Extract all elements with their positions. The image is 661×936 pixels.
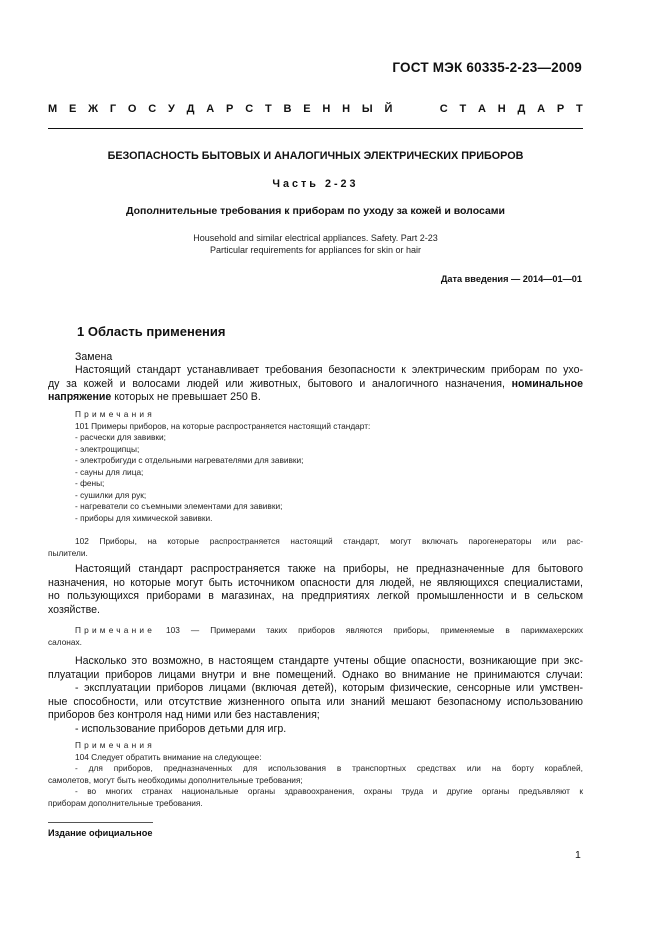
note-item: - нагреватели со съемными элементами для завивки; <box>75 501 283 511</box>
banner-letter: Г <box>109 103 117 115</box>
note-item: - сауны для лица; <box>75 466 144 477</box>
note-label: Примечание <box>75 625 156 635</box>
note-line <box>48 625 583 637</box>
banner-letter: Н <box>342 103 351 115</box>
note-line: - во многих странах национальные органы здравоохранения, охраны труда и другие органы предъявляют к <box>75 786 583 796</box>
banner-letter: В <box>283 103 292 115</box>
official-edition-label: Издание официальное <box>48 828 153 838</box>
banner-letter: Е <box>68 103 77 115</box>
note-line: самолетов, могут быть необходимы дополнительные требования; <box>48 774 303 785</box>
paragraph-lines <box>48 563 583 604</box>
english-title-line-2: Particular requirements for appliances for skin or hair <box>209 245 422 255</box>
banner-letter: Д <box>186 103 195 115</box>
banner-letter: Н <box>497 103 506 115</box>
paragraph-line: плуатации приборов лицами внутри и вне помещений. Однако во внимание не принимаются случаи: <box>48 668 583 681</box>
note-line: - для приборов, предназначенных для использования в транспортных средствах или на борту кораблей, <box>75 763 583 773</box>
notes-101-block <box>75 409 583 524</box>
paragraph-line: Насколько это возможно, в настоящем стандарте учтены общие опасности, возникающие при экс- <box>75 655 583 667</box>
note-item: 101 Примеры приборов, на которые распространяется настоящий стандарт: <box>75 420 371 431</box>
banner-letter <box>404 103 410 115</box>
note-102 <box>48 536 583 559</box>
note-item: - фены; <box>75 478 105 488</box>
note-103 <box>48 625 583 648</box>
english-title <box>48 232 583 256</box>
banner-letter: Н <box>322 103 331 115</box>
banner-letter: А <box>478 103 486 115</box>
banner-letter <box>422 103 428 115</box>
standard-code: ГОСТ МЭК 60335-2-23—2009 <box>392 60 582 75</box>
paragraph-scope <box>48 364 583 405</box>
paragraph-line <box>48 391 583 405</box>
note-item: - расчески для завивки; <box>75 432 166 442</box>
note-line: 104 Следует обратить внимание на следующее: <box>75 751 262 762</box>
banner-letter: Ы <box>361 103 373 115</box>
paragraph-lines <box>48 655 583 709</box>
document-subtitle: Дополнительные требования к приборам по уходу за кожей и волосами <box>126 205 505 217</box>
note-item: - сушилки для рук; <box>75 489 147 500</box>
banner-letter: С <box>148 103 157 115</box>
document-title: БЕЗОПАСНОСТЬ БЫТОВЫХ И АНАЛОГИЧНЫХ ЭЛЕКТРИЧЕСКИХ ПРИБОРОВ <box>107 150 524 162</box>
paragraph-line: приборов без контроля над ними или без наставления; <box>48 709 320 722</box>
banner-letter: М <box>48 103 58 115</box>
paragraph-line: назначения, но которые могут быть источником опасности для людей, не являющихся специалистами, <box>48 576 583 589</box>
note-line: 102 Приборы, на которые распространяется настоящий стандарт, могут включать парогенераторы или рас- <box>75 536 583 546</box>
banner-letter: Т <box>264 103 272 115</box>
banner-letter: С <box>245 103 254 115</box>
note-line: пылители. <box>48 547 88 558</box>
header-rule <box>48 128 583 129</box>
banner-letter: А <box>206 103 215 115</box>
notes-label: Примечания <box>75 409 155 419</box>
note-item: - электрощипцы; <box>75 443 140 454</box>
banner-letter: У <box>168 103 175 115</box>
banner-letter: Т <box>459 103 467 115</box>
paragraph-line: Настоящий стандарт распространяется также на приборы, не предназначенные для бытового <box>75 563 583 575</box>
banner-letter: О <box>127 103 137 115</box>
banner-letter: Ж <box>88 103 99 115</box>
paragraph-text: которых не превышает 250 В. <box>111 391 261 404</box>
paragraph-line <box>48 378 583 392</box>
term-bold: напряжение <box>48 391 112 404</box>
banner-letter: А <box>537 103 546 115</box>
page-number: 1 <box>575 849 581 861</box>
paragraph-line: Настоящий стандарт устанавливает требования безопасности к электрическим приборам по ухо- <box>75 364 583 376</box>
notes-104-block <box>48 740 583 809</box>
banner-letter: С <box>439 103 448 115</box>
footer-rule <box>48 822 153 823</box>
note-text: 103 — Примерами таких приборов являются приборы, применяемые в парикмахерских <box>155 625 583 635</box>
paragraph-line: - использование приборов детьми для игр. <box>75 722 287 735</box>
notes-list <box>75 421 583 525</box>
banner-letter: Т <box>576 103 583 115</box>
term-bold: номинальное <box>511 377 583 390</box>
paragraph-text: ду за кожей и волосами людей или животных, бытового и аналогичного назначения, <box>48 377 505 390</box>
banner-letter: Й <box>384 103 393 115</box>
paragraph-line: - эксплуатации приборов лицами (включая детей), которым физические, сенсорные или умствен- <box>75 682 583 695</box>
banner-letter: Р <box>226 103 234 115</box>
note-line: салонах. <box>48 636 82 647</box>
paragraph-line: но пользующихся приборами в магазинах, на предприятиях легкой промышленности и в сельском <box>48 590 583 603</box>
section-heading: 1 Область применения <box>77 324 226 339</box>
banner-letter: Д <box>517 103 526 115</box>
introduction-date: Дата введения — 2014—01—01 <box>440 274 582 284</box>
banner-letter: Е <box>303 103 311 115</box>
paragraph-hazards <box>48 655 583 737</box>
paragraph-line: ные способности, или отсутствие жизненного опыта или знаний мешают безопасному использованию <box>48 695 583 708</box>
english-title-line-1: Household and similar electrical appliances. Safety. Part 2-23 <box>193 233 438 243</box>
note-item: - приборы для химической завивки. <box>75 512 213 523</box>
note-item: - электробигуди с отдельными нагревателями для завивки; <box>75 455 304 465</box>
banner-letter: Р <box>556 103 565 115</box>
replace-label: Замена <box>75 351 113 363</box>
paragraph-line: хозяйстве. <box>48 603 100 616</box>
interstate-standard-banner <box>48 103 583 115</box>
paragraph-nonhousehold <box>48 563 583 617</box>
document-part: Часть 2-23 <box>272 178 359 190</box>
notes-label: Примечания <box>75 740 155 750</box>
note-line: приборам дополнительные требования. <box>48 797 203 808</box>
